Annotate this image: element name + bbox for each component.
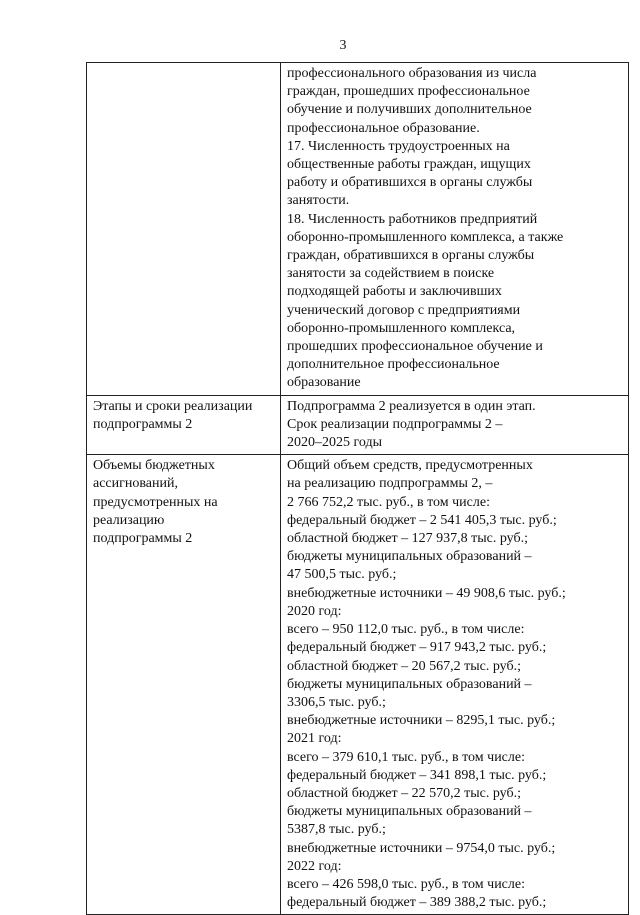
text-line: дополнительное профессиональное [287,357,500,373]
text-line: бюджеты муниципальных образований – [287,549,532,565]
text-line: федеральный бюджет – 389 388,2 тыс. руб.; [287,895,547,911]
text-line: прошедших профессиональное обучение и [287,339,543,355]
text-line: всего – 950 112,0 тыс. руб., в том числе: [287,622,525,638]
text-line: бюджеты муниципальных образований – [287,804,532,820]
text-line: профессионального образования из числа [287,66,537,81]
text-line: всего – 426 598,0 тыс. руб., в том числе: [287,876,525,892]
text-line: федеральный бюджет – 341 898,1 тыс. руб.; [287,767,547,783]
text-line: федеральный бюджет – 2 541 405,3 тыс. руб.; [287,512,557,528]
text-line: образование [287,375,361,391]
text-line: 2 766 752,2 тыс. руб., в том числе: [287,494,490,510]
text-line: Срок реализации подпрограммы 2 – [287,416,503,432]
label-line: Объемы бюджетных [93,458,215,474]
passport-table [86,62,629,915]
text-line: областной бюджет – 127 937,8 тыс. руб.; [287,531,528,547]
table-row-indicators [87,63,629,396]
text-line: федеральный бюджет – 917 943,2 тыс. руб.; [287,640,547,656]
text-line: граждан, обратившихся в органы службы [287,248,535,264]
text-line: внебюджетные источники – 49 908,6 тыс. руб.; [287,585,566,601]
label-line: предусмотренных на [93,494,218,510]
text-line: внебюджетные источники – 9754,0 тыс. руб.; [287,840,556,856]
text-line: общественные работы граждан, ищущих [287,157,531,173]
text-line: 5387,8 тыс. руб.; [287,822,386,838]
label-line: Этапы и сроки реализации [93,398,253,414]
text-line: профессиональное образование. [287,120,480,136]
text-line: обучение и получивших дополнительное [287,102,532,118]
text-line: 17. Численность трудоустроенных на [287,138,510,154]
text-line: граждан, прошедших профессиональное [287,84,530,100]
text-line: 2021 год: [287,731,342,747]
stages-label-cell [87,395,281,455]
indicators-label-cell [87,63,281,396]
label-line: подпрограммы 2 [93,531,193,547]
table-row-stages [87,395,629,455]
label-line: подпрограммы 2 [93,416,193,432]
text-line: областной бюджет – 20 567,2 тыс. руб.; [287,658,521,674]
text-line: на реализацию подпрограммы 2, – [287,476,493,492]
text-line: оборонно-промышленного комплекса, а также [287,229,564,245]
table-row-budget [87,455,629,915]
text-line: Общий объем средств, предусмотренных [287,458,533,474]
text-line: занятости. [287,193,350,209]
text-line: работу и обратившихся в органы службы [287,175,533,191]
budget-label-cell [87,455,281,915]
text-line: Подпрограмма 2 реализуется в один этап. [287,398,536,414]
text-line: 18. Численность работников предприятий [287,211,538,227]
indicators-value-cell [281,63,629,396]
text-line: подходящей работы и заключивших [287,284,502,300]
text-line: всего – 379 610,1 тыс. руб., в том числе: [287,749,525,765]
stages-value-cell [281,395,629,455]
text-line: 47 500,5 тыс. руб.; [287,567,397,583]
text-line: бюджеты муниципальных образований – [287,676,532,692]
text-line: 2020–2025 годы [287,435,383,451]
text-line: ученический договор с предприятиями [287,302,521,318]
text-line: внебюджетные источники – 8295,1 тыс. руб.; [287,713,556,729]
budget-value-cell [281,455,629,915]
label-line: реализацию [93,512,165,528]
text-line: занятости за содействием в поиске [287,266,495,282]
text-line: оборонно-промышленного комплекса, [287,320,516,336]
text-line: 2022 год: [287,858,342,874]
text-line: областной бюджет – 22 570,2 тыс. руб.; [287,785,521,801]
text-line: 3306,5 тыс. руб.; [287,694,386,710]
page-number: 3 [339,38,347,53]
label-line: ассигнований, [93,476,178,492]
text-line: 2020 год: [287,603,342,619]
